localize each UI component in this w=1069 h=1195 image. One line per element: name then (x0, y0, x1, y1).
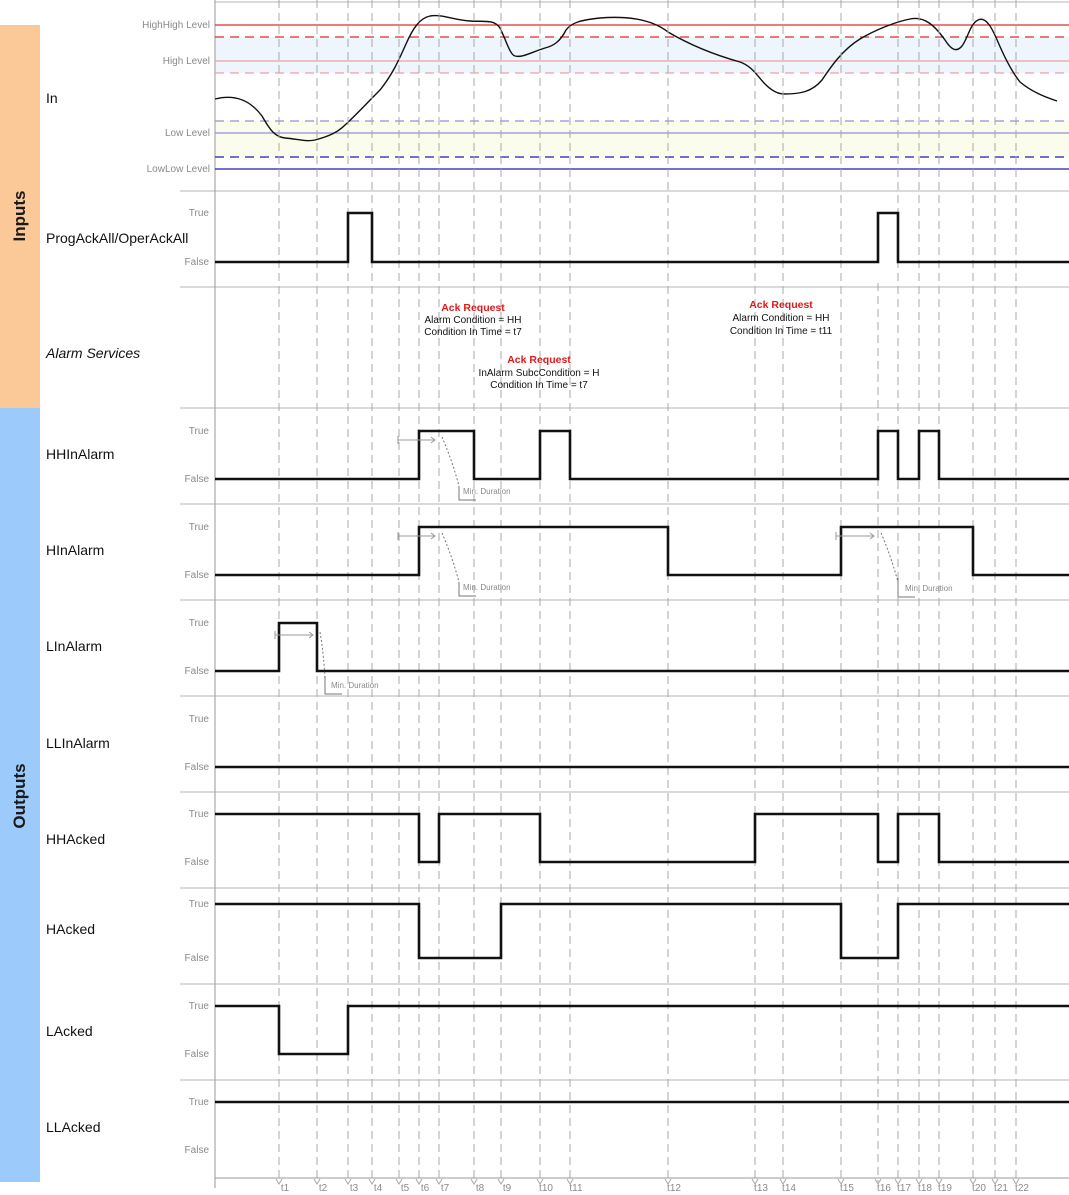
row-label-hh-in-alarm: HHInAlarm (46, 446, 115, 462)
min-duration-label: Min. Duration (905, 584, 953, 593)
min-duration-label: Min. Duration (463, 487, 511, 496)
annotation-line: Alarm Condition = HH (732, 313, 830, 324)
time-marker-label-t15: t15 (840, 1183, 854, 1194)
min-duration-curve (442, 533, 459, 582)
row-label-alarm-services: Alarm Services (46, 345, 141, 361)
time-marker-labels (281, 1183, 1030, 1194)
false-label-ll_acked: False (184, 1145, 209, 1156)
row-label-l-acked: LAcked (46, 1023, 93, 1039)
highhigh-level-label: HighHigh Level (142, 20, 210, 31)
annotation-line: Condition In Time = t7 (490, 380, 588, 391)
min-duration-indicator-hh (398, 436, 511, 500)
lowlow-level-label: LowLow Level (146, 164, 210, 175)
inputs-group-label: Inputs (10, 190, 29, 242)
false-label-l_in_alarm: False (184, 666, 209, 677)
time-marker-label-t13: t13 (754, 1183, 768, 1194)
time-marker-label-t6: t6 (420, 1183, 430, 1194)
low-level-label: Low Level (164, 128, 210, 139)
signal-trace-hh_acked (215, 814, 1069, 862)
state-labels (185, 208, 210, 1156)
time-marker-label-t1: t1 (280, 1183, 290, 1194)
row-label-ll-acked: LLAcked (46, 1119, 101, 1135)
signal-trace-hh_in_alarm (215, 431, 1069, 479)
time-marker-label-t11: t11 (569, 1183, 583, 1194)
row-label-prog-ack: ProgAckAll/OperAckAll (46, 230, 189, 246)
time-marker-label-t17: t17 (897, 1183, 911, 1194)
true-label-l_in_alarm: True (188, 618, 209, 629)
high-zone-fill (215, 37, 1069, 73)
false-label-h_in_alarm: False (184, 570, 209, 581)
high-level-label: High Level (162, 56, 210, 67)
min-duration-curve (881, 533, 898, 582)
row-label-ll-in-alarm: LLInAlarm (46, 735, 110, 751)
time-marker-label-t2: t2 (318, 1183, 328, 1194)
true-label-hh_in_alarm: True (188, 426, 209, 437)
true-label-ll_acked: True (188, 1097, 209, 1108)
true-label-h_in_alarm: True (188, 522, 209, 533)
time-marker-label-t10: t10 (539, 1183, 553, 1194)
min-duration-label: Min. Duration (331, 681, 379, 690)
min-duration-indicator-h2 (836, 532, 953, 597)
min-duration-indicator-h (398, 532, 511, 596)
time-marker-label-t19: t19 (938, 1183, 952, 1194)
true-label-hh_acked: True (188, 809, 209, 820)
row-label-h-acked: HAcked (46, 921, 96, 937)
time-marker-label-t12: t12 (667, 1183, 681, 1194)
time-marker-label-t14: t14 (782, 1183, 796, 1194)
time-marker-label-t7: t7 (440, 1183, 450, 1194)
time-marker-label-t8: t8 (475, 1183, 485, 1194)
time-marker-label-t3: t3 (349, 1183, 359, 1194)
row-label-h-in-alarm: HInAlarm (46, 542, 105, 558)
signal-traces (215, 213, 1069, 1102)
true-label-ll_in_alarm: True (188, 714, 209, 725)
time-marker-label-t9: t9 (502, 1183, 512, 1194)
min-duration-label: Min. Duration (463, 583, 511, 592)
false-label-prog_ack: False (184, 257, 209, 268)
min-duration-curve (320, 632, 325, 680)
true-label-l_acked: True (188, 1001, 209, 1012)
ack-request-annotation-2 (479, 354, 600, 391)
row-label-l-in-alarm: LInAlarm (46, 638, 103, 654)
ack-request-annotation-1 (424, 302, 522, 338)
signal-trace-h_acked (215, 904, 1069, 958)
false-label-h_acked: False (184, 953, 209, 964)
signal-trace-prog_ack (215, 213, 1069, 262)
false-label-l_acked: False (184, 1049, 209, 1060)
annotation-title: Ack Request (749, 299, 813, 311)
outputs-group-label: Outputs (10, 763, 29, 829)
time-marker-label-t4: t4 (373, 1183, 383, 1194)
annotation-line: InAlarm SubcCondition = H (478, 368, 600, 379)
true-label-prog_ack: True (188, 208, 209, 219)
false-label-hh_acked: False (184, 857, 209, 868)
min-duration-curve (442, 437, 459, 486)
time-marker-label-t18: t18 (918, 1183, 932, 1194)
row-label-hh-acked: HHAcked (46, 831, 106, 847)
annotation-title: Ack Request (441, 302, 505, 314)
true-label-h_acked: True (188, 899, 209, 910)
time-marker-label-t16: t16 (877, 1183, 891, 1194)
time-marker-label-t22: t22 (1015, 1183, 1029, 1194)
annotation-line: Condition In Time = t11 (729, 326, 833, 337)
annotation-line: Condition In Time = t7 (424, 327, 522, 338)
signal-trace-l_in_alarm (215, 623, 1069, 671)
time-marker-label-t21: t21 (994, 1183, 1008, 1194)
annotation-line: Alarm Condition = HH (424, 315, 522, 326)
signal-trace-l_acked (215, 1006, 1069, 1054)
false-label-hh_in_alarm: False (184, 474, 209, 485)
ack-request-annotation-3 (730, 299, 833, 337)
min-duration-indicator-l (275, 631, 379, 694)
time-marker-label-t5: t5 (400, 1183, 410, 1194)
row-separators (180, 2, 1069, 1080)
signal-trace-h_in_alarm (215, 527, 1069, 575)
false-label-ll_in_alarm: False (184, 762, 209, 773)
time-marker-label-t20: t20 (972, 1183, 986, 1194)
row-label-in: In (46, 90, 58, 106)
annotation-title: Ack Request (507, 354, 571, 366)
